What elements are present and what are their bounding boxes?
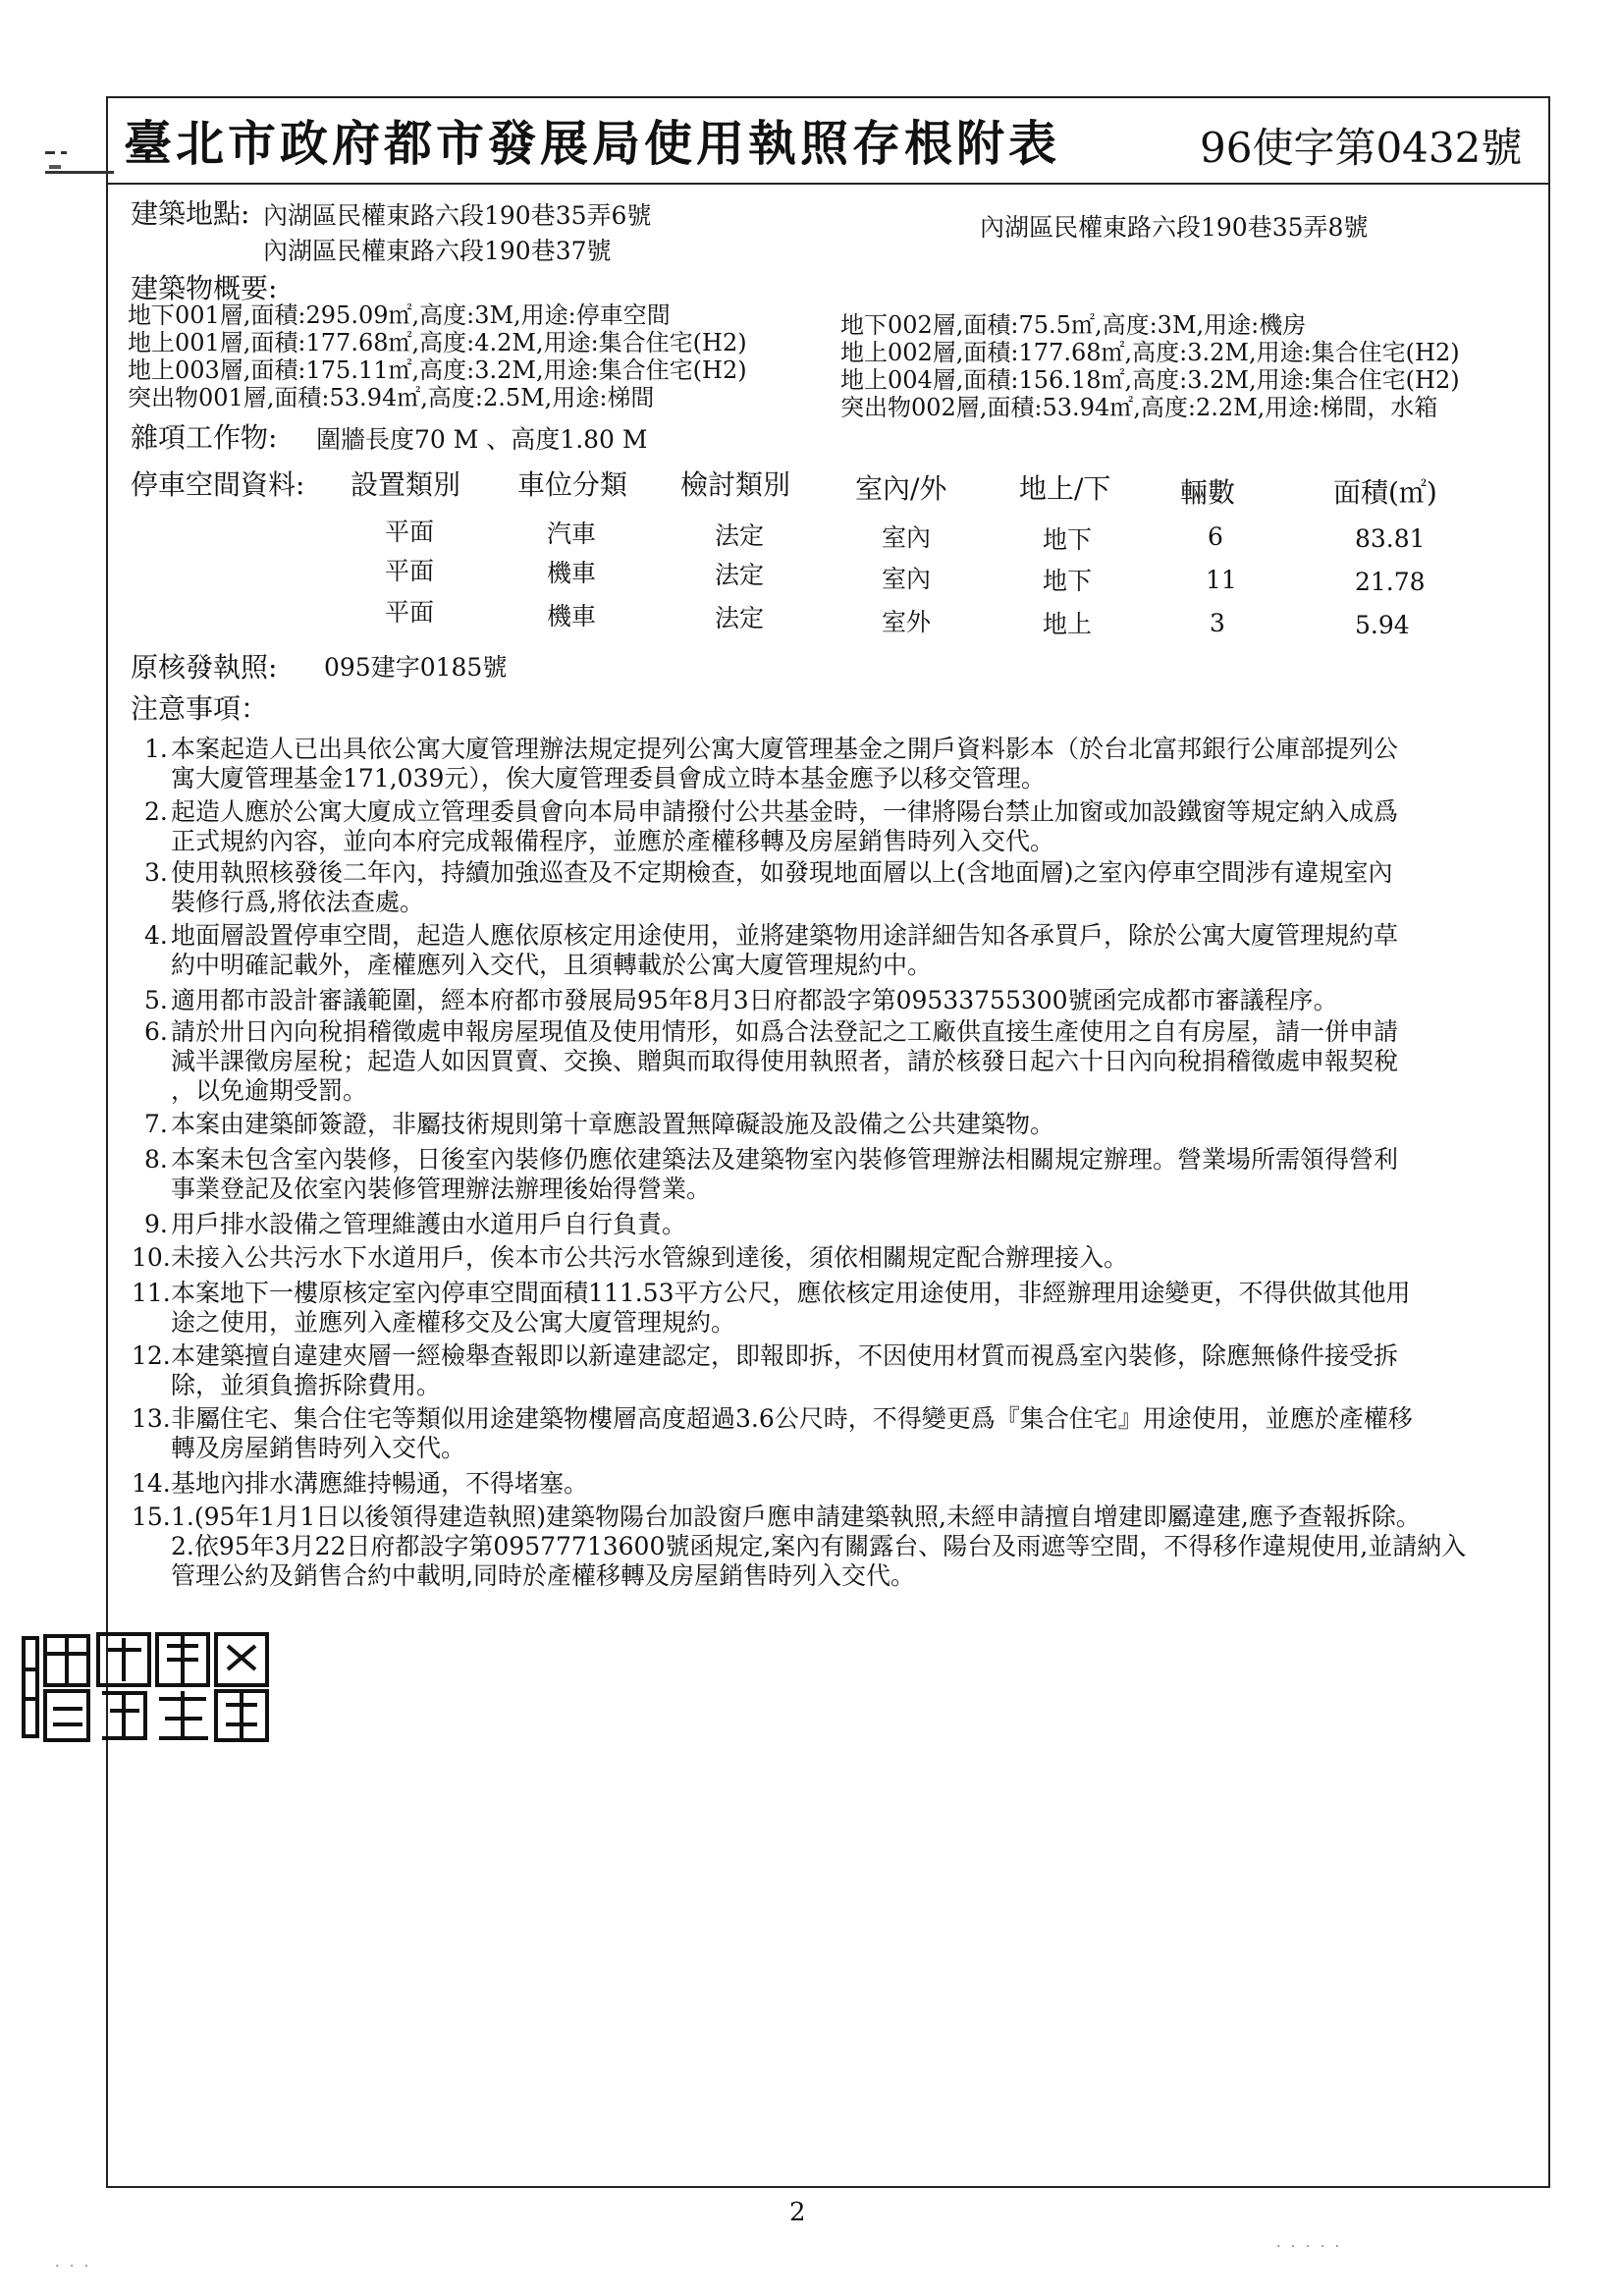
- official-seal-icon: [20, 1630, 271, 1746]
- parking-cell: 室內: [882, 523, 932, 552]
- note-text: 本案地下一樓原核定室內停車空間面積111.53平方公尺，應依核定用途使用，非經辦理用途變更，不得供做其他用 途之使用，並應列入產權移交及公寓大廈管理規約。: [171, 1279, 1411, 1337]
- note-text: 用戶排水設備之管理維護由水道用戶自行負責。: [171, 1210, 687, 1238]
- note-number: 1.: [144, 735, 168, 763]
- note-number: 2.: [144, 797, 168, 826]
- parking-cell: 機車: [547, 602, 597, 630]
- parking-cell: 5.94: [1355, 611, 1410, 639]
- parking-cell: 平面: [385, 518, 435, 546]
- page-number: 2: [789, 2198, 806, 2227]
- overview-left-3: 地上003層,面積:175.11㎡,高度:3.2M,用途:集合住宅(H2): [128, 356, 747, 384]
- parking-header-type: 設置類別: [351, 468, 461, 501]
- original-permit-label: 原核發執照:: [131, 651, 278, 683]
- permit-number: 96使字第0432號: [1200, 124, 1523, 172]
- location-line-3: 內湖區民權東路六段190巷35弄8號: [980, 213, 1369, 242]
- note-number: 14.: [132, 1469, 171, 1498]
- note-number: 15.: [132, 1503, 171, 1531]
- parking-cell: 室外: [882, 608, 932, 636]
- location-line-1: 內湖區民權東路六段190巷35弄6號: [263, 201, 652, 230]
- parking-header-vehicle: 車位分類: [517, 468, 628, 501]
- parking-cell: 6: [1208, 522, 1223, 551]
- note-text: 基地內排水溝應維持暢通，不得堵塞。: [171, 1469, 589, 1498]
- parking-cell: 平面: [385, 598, 435, 627]
- note-number: 13.: [132, 1404, 171, 1433]
- parking-label: 停車空間資料:: [131, 468, 305, 501]
- note-number: 10.: [132, 1243, 171, 1272]
- location-label: 建築地點:: [131, 197, 250, 230]
- note-text: 非屬住宅、集合住宅等類似用途建築物樓層高度超過3.6公尺時，不得變更爲『集合住宅』用途使用，並應於產權移 轉及房屋銷售時列入交代。: [171, 1404, 1413, 1462]
- note-text: 使用執照核發後二年內，持續加強巡查及不定期檢查，如發現地面層以上(含地面層)之室內停車空間涉有違規室內 裝修行爲,將依法查處。: [171, 858, 1393, 916]
- parking-cell: 汽車: [547, 519, 597, 548]
- note-text: 請於卅日內向稅捐稽徵處申報房屋現值及使用情形，如爲合法登記之工廠供直接生產使用之自有房屋，請一併申請 減半課徵房屋稅；起造人如因買賣、交換、贈與而取得使用執照者，請於核發日起六十日內向稅捐稽徵處申報契稅 ，以免逾期受罰。: [171, 1017, 1399, 1105]
- parking-cell: 平面: [385, 557, 435, 585]
- parking-cell: 法定: [715, 521, 765, 550]
- parking-header-review: 檢討類別: [680, 468, 791, 501]
- title-divider: [106, 183, 1548, 185]
- parking-cell: 地下: [1043, 567, 1093, 595]
- note-number: 9.: [144, 1210, 168, 1238]
- binding-mark-icon: [43, 145, 122, 185]
- note-number: 4.: [144, 921, 168, 950]
- misc-works-value: 圍牆長度70 M 、高度1.80 M: [316, 425, 648, 454]
- note-number: 11.: [132, 1279, 171, 1307]
- parking-cell: 地上: [1043, 610, 1093, 638]
- parking-header-count: 輛數: [1180, 476, 1236, 509]
- overview-left-2: 地上001層,面積:177.68㎡,高度:4.2M,用途:集合住宅(H2): [128, 329, 747, 356]
- page-title: 臺北市政府都市發展局使用執照存根附表: [124, 115, 1061, 172]
- parking-header-indoor: 室內/外: [855, 472, 947, 505]
- note-text: 本案未包含室內裝修，日後室內裝修仍應依建築法及建築物室內裝修管理辦法相關規定辦理。營業場所需領得營利 事業登記及依室內裝修管理辦法辦理後始得營業。: [171, 1145, 1399, 1203]
- overview-right-2: 地上002層,面積:177.68㎡,高度:3.2M,用途:集合住宅(H2): [840, 339, 1460, 366]
- original-permit-value: 095建字0185號: [324, 653, 508, 682]
- parking-cell: 地下: [1043, 525, 1093, 554]
- notes-label: 注意事項：: [131, 692, 269, 725]
- parking-header-level: 地上/下: [1019, 472, 1111, 505]
- parking-cell: 室內: [882, 565, 932, 593]
- note-number: 6.: [144, 1017, 168, 1046]
- overview-left-1: 地下001層,面積:295.09㎡,高度:3M,用途:停車空間: [128, 301, 671, 329]
- note-text: 起造人應於公寓大廈成立管理委員會向本局申請撥付公共基金時，一律將陽台禁止加窗或加設鐵窗等規定納入成爲 正式規約內容，並向本府完成報備程序，並應於產權移轉及房屋銷售時列入交代。: [171, 797, 1399, 855]
- overview-label: 建築物概要:: [131, 272, 278, 304]
- note-text: 地面層設置停車空間，起造人應依原核定用途使用，並將建築物用途詳細告知各承買戶，除於公寓大廈管理規約草 約中明確記載外，產權應列入交代，且須轉載於公寓大廈管理規約中。: [171, 921, 1399, 979]
- scan-artifact: · · ·: [55, 2259, 92, 2274]
- misc-works-label: 雜項工作物:: [131, 421, 278, 454]
- overview-right-3: 地上004層,面積:156.18㎡,高度:3.2M,用途:集合住宅(H2): [840, 366, 1460, 394]
- parking-cell: 機車: [547, 559, 597, 587]
- note-number: 7.: [144, 1110, 168, 1138]
- parking-cell: 11: [1206, 566, 1237, 594]
- note-number: 12.: [132, 1341, 171, 1370]
- parking-cell: 3: [1210, 609, 1225, 637]
- parking-cell: 法定: [715, 561, 765, 589]
- note-text: 本案由建築師簽證，非屬技術規則第十章應設置無障礙設施及設備之公共建築物。: [171, 1110, 1055, 1138]
- overview-left-4: 突出物001層,面積:53.94㎡,高度:2.5M,用途:梯間: [128, 384, 655, 411]
- overview-right-1: 地下002層,面積:75.5㎡,高度:3M,用途:機房: [840, 311, 1307, 339]
- overview-right-4: 突出物002層,面積:53.94㎡,高度:2.2M,用途:梯間，水箱: [840, 394, 1438, 421]
- note-text: 1.(95年1月1日以後領得建造執照)建築物陽台加設窗戶應申請建築執照,未經申請擅自增建即屬違建,應予查報拆除。 2.依95年3月22日府都設字第09577713600號函規定,案內有關露台、陽台及雨遮等空間，不得移作違規使用,並請納入 管理公約及銷售合約中載明,同時於產權移轉及房屋銷售時列入交代。: [171, 1503, 1467, 1590]
- note-text: 適用都市設計審議範圍，經本府都市發展局95年8月3日府都設字第09533755300號函完成都市審議程序。: [171, 986, 1338, 1014]
- parking-header-area: 面積(㎡): [1333, 476, 1437, 509]
- note-text: 本建築擅自違建夾層一經檢舉查報即以新違建認定，即報即拆，不因使用材質而視爲室內裝修，除應無條件接受拆 除，並須負擔拆除費用。: [171, 1341, 1399, 1399]
- parking-cell: 21.78: [1355, 568, 1426, 596]
- note-text: 未接入公共污水下水道用戶，俟本市公共污水管線到達後，須依相關規定配合辦理接入。: [171, 1243, 1129, 1272]
- parking-cell: 83.81: [1355, 524, 1426, 553]
- note-number: 8.: [144, 1145, 168, 1174]
- note-number: 3.: [144, 858, 168, 887]
- scan-artifact: · · · · ·: [1276, 2239, 1343, 2255]
- note-text: 本案起造人已出具依公寓大廈管理辦法規定提列公寓大廈管理基金之開戶資料影本（於台北富邦銀行公庫部提列公 寓大廈管理基金171,039元），俟大廈管理委員會成立時本基金應予以移交管理。: [171, 735, 1399, 793]
- location-line-2: 內湖區民權東路六段190巷37號: [263, 237, 612, 265]
- note-number: 5.: [144, 986, 168, 1014]
- parking-cell: 法定: [715, 604, 765, 632]
